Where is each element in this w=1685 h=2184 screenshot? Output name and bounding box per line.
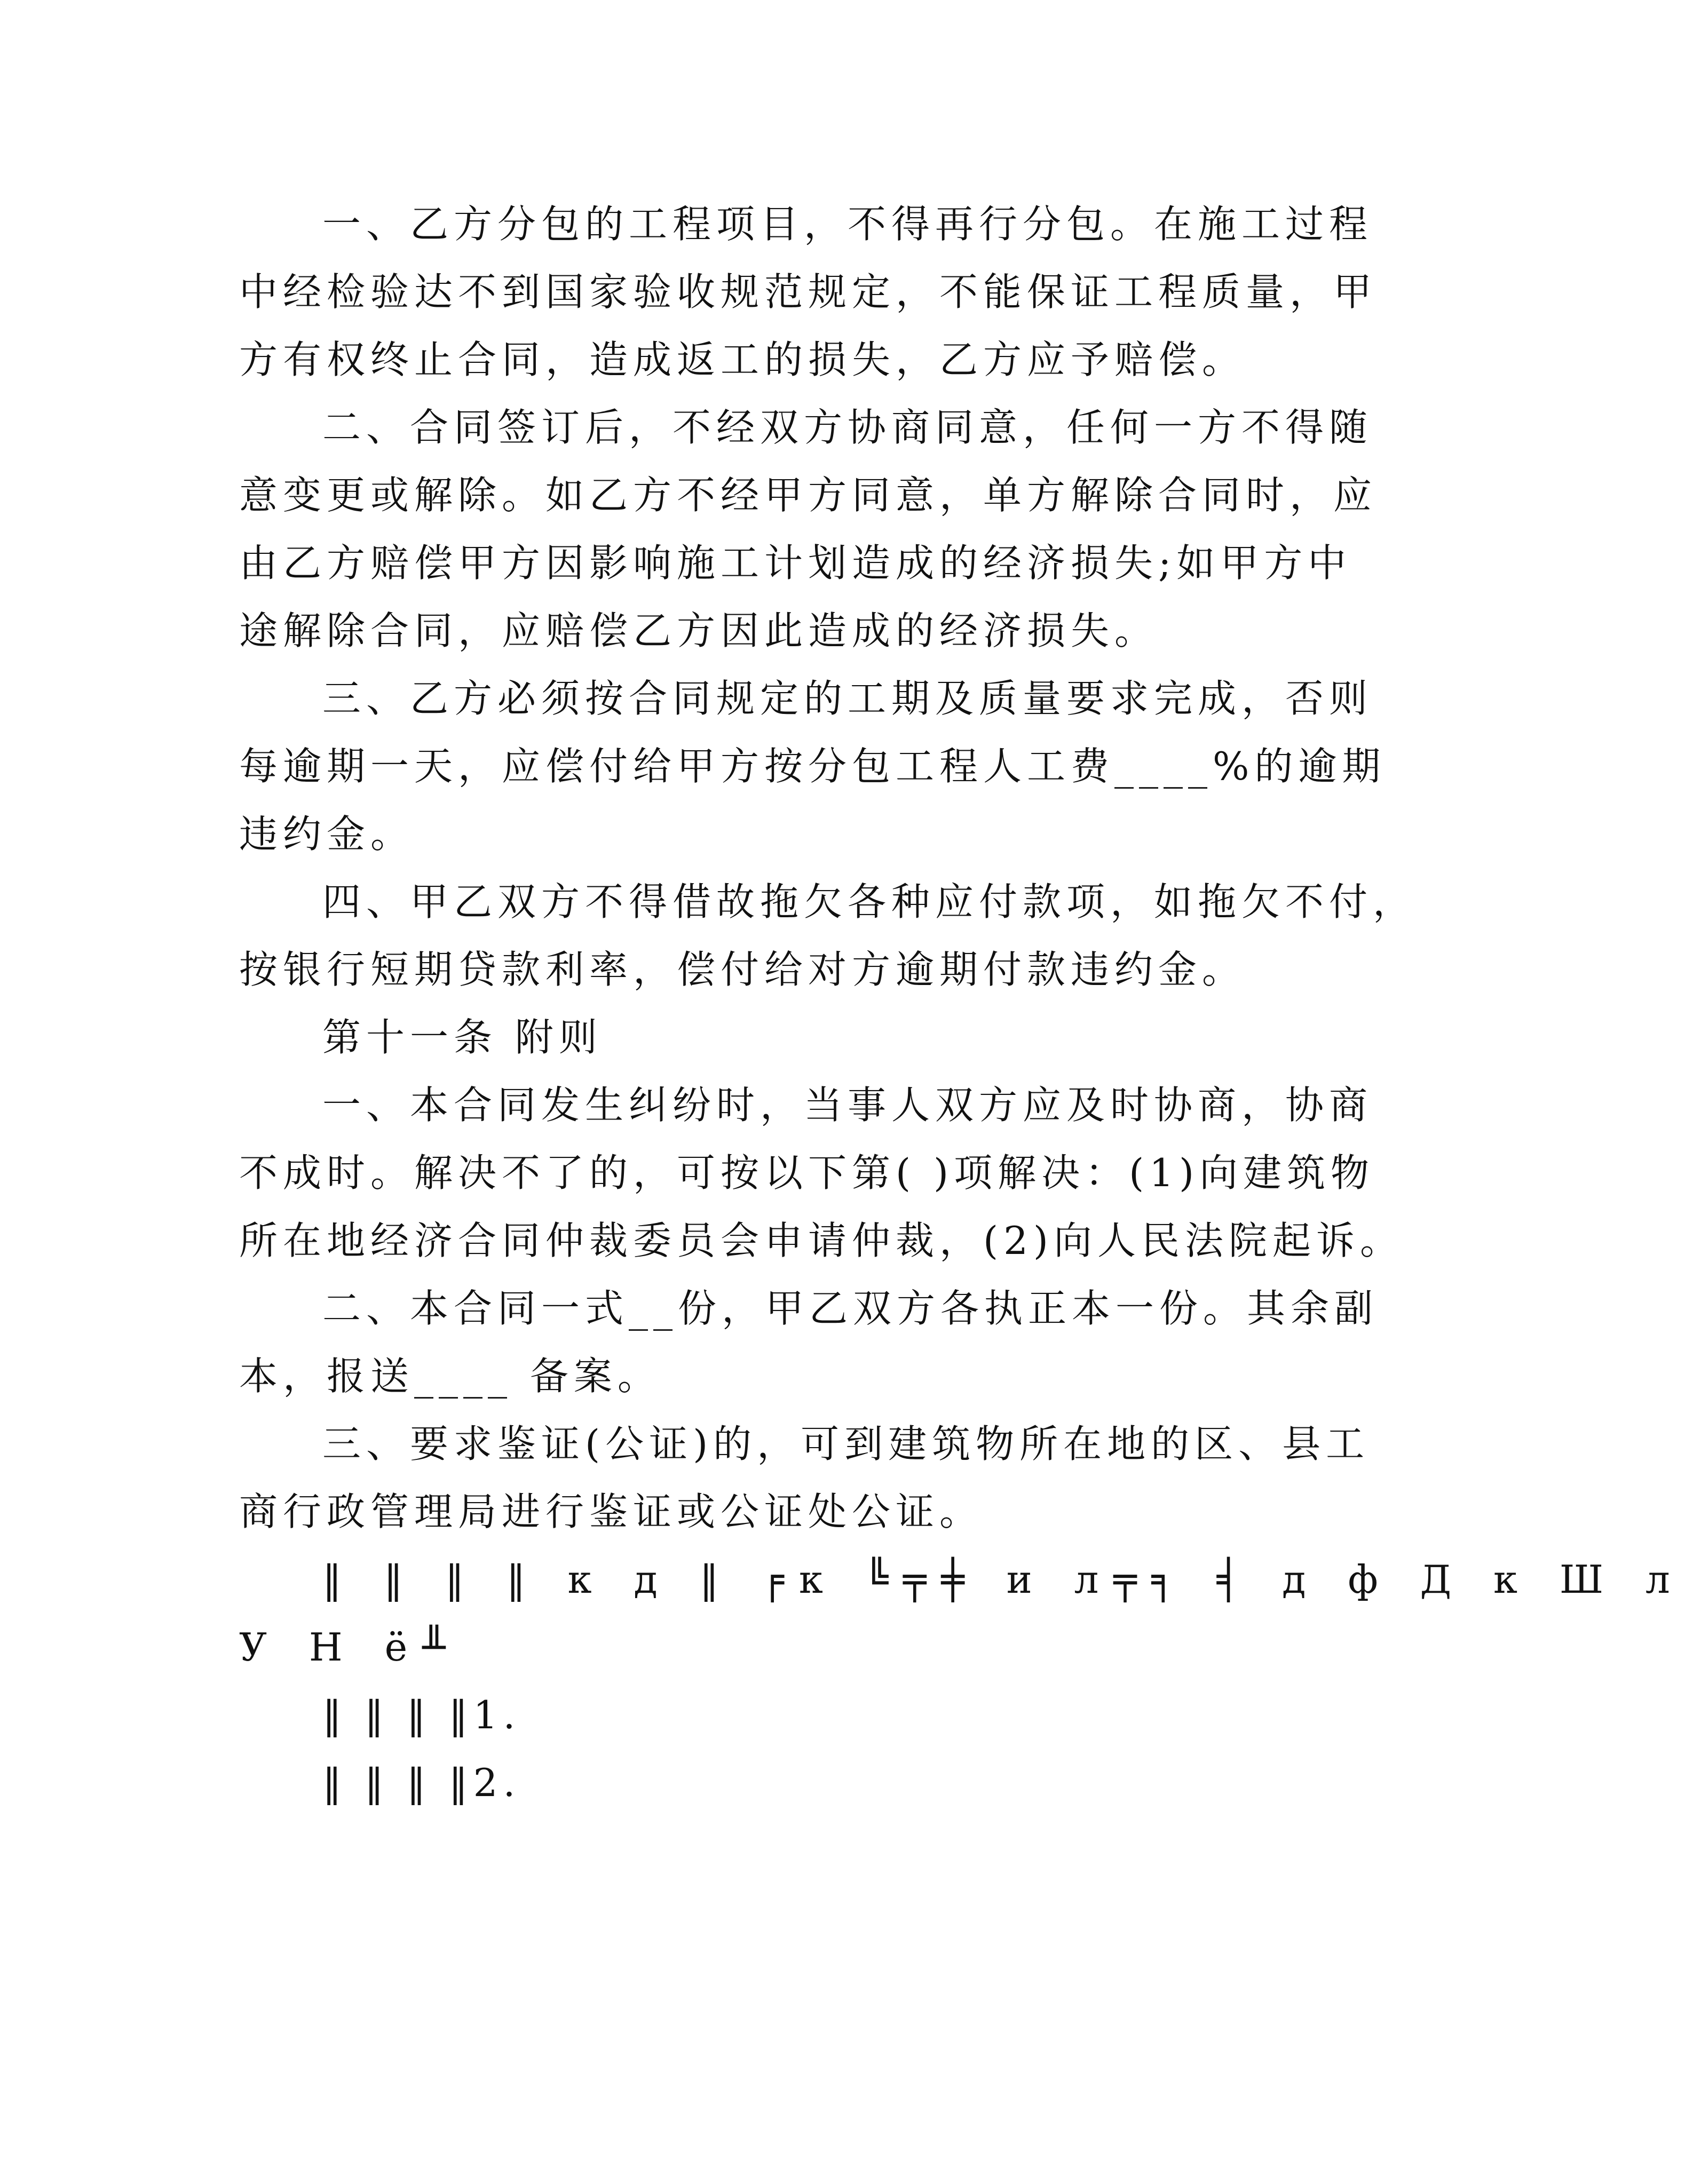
paragraph-2-line-3: 由乙方赔偿甲方因影响施工计划造成的经济损失;如甲方中 [239, 541, 1352, 585]
paragraph-6-line-2: 本，报送____ 备案。 [239, 1354, 661, 1399]
numbered-item-1: ‖ ‖ ‖ ‖1. [322, 1693, 521, 1737]
paragraph-5-line-1: 一、本合同发生纠纷时，当事人双方应及时协商，协商 [322, 1083, 1373, 1127]
paragraph-7-line-1: 三、要求鉴证(公证)的，可到建筑物所在地的区、县工 [322, 1421, 1370, 1466]
section-heading: 第十一条 附则 [322, 1015, 603, 1060]
garbled-line-1: ‖ ‖ ‖ ‖ к д ‖ ╒к ╚╤╪ и л╤╕ ╡ д ф Д к Ш л [322, 1557, 1685, 1602]
paragraph-5-line-3: 所在地经济合同仲裁委员会申请仲裁，(2)向人民法院起诉。 [239, 1218, 1404, 1263]
paragraph-1-line-2: 中经检验达不到国家验收规范规定，不能保证工程质量，甲 [239, 269, 1378, 314]
paragraph-6-line-1: 二、本合同一式__份，甲乙双方各执正本一份。其余副 [322, 1286, 1379, 1331]
paragraph-7-line-2: 商行政管理局进行鉴证或公证处公证。 [239, 1489, 984, 1534]
paragraph-2-line-1: 二、合同签订后，不经双方协商同意，任何一方不得随 [322, 405, 1373, 450]
paragraph-3-line-2: 每逾期一天，应偿付给甲方按分包工程人工费____%的逾期 [239, 744, 1386, 789]
paragraph-2-line-4: 途解除合同，应赔偿乙方因此造成的经济损失。 [239, 608, 1159, 653]
paragraph-1-line-1: 一、乙方分包的工程项目，不得再行分包。在施工过程 [322, 202, 1373, 247]
paragraph-4-line-2: 按银行短期贷款利率，偿付给对方逾期付款违约金。 [239, 947, 1246, 992]
paragraph-5-line-2: 不成时。解决不了的，可按以下第( )项解决：(1)向建筑物 [239, 1150, 1375, 1195]
paragraph-3-line-1: 三、乙方必须按合同规定的工期及质量要求完成，否则 [322, 676, 1373, 721]
paragraph-3-line-3: 违约金。 [239, 812, 415, 856]
garbled-line-2: У Н ё╨ [239, 1625, 461, 1670]
paragraph-4-line-1: 四、甲乙双方不得借故拖欠各种应付款项，如拖欠不付， [322, 879, 1417, 924]
paragraph-1-line-3: 方有权终止合同，造成返工的损失，乙方应予赔偿。 [239, 337, 1246, 382]
numbered-item-2: ‖ ‖ ‖ ‖2. [322, 1760, 521, 1805]
paragraph-2-line-2: 意变更或解除。如乙方不经甲方同意，单方解除合同时，应 [239, 473, 1378, 518]
